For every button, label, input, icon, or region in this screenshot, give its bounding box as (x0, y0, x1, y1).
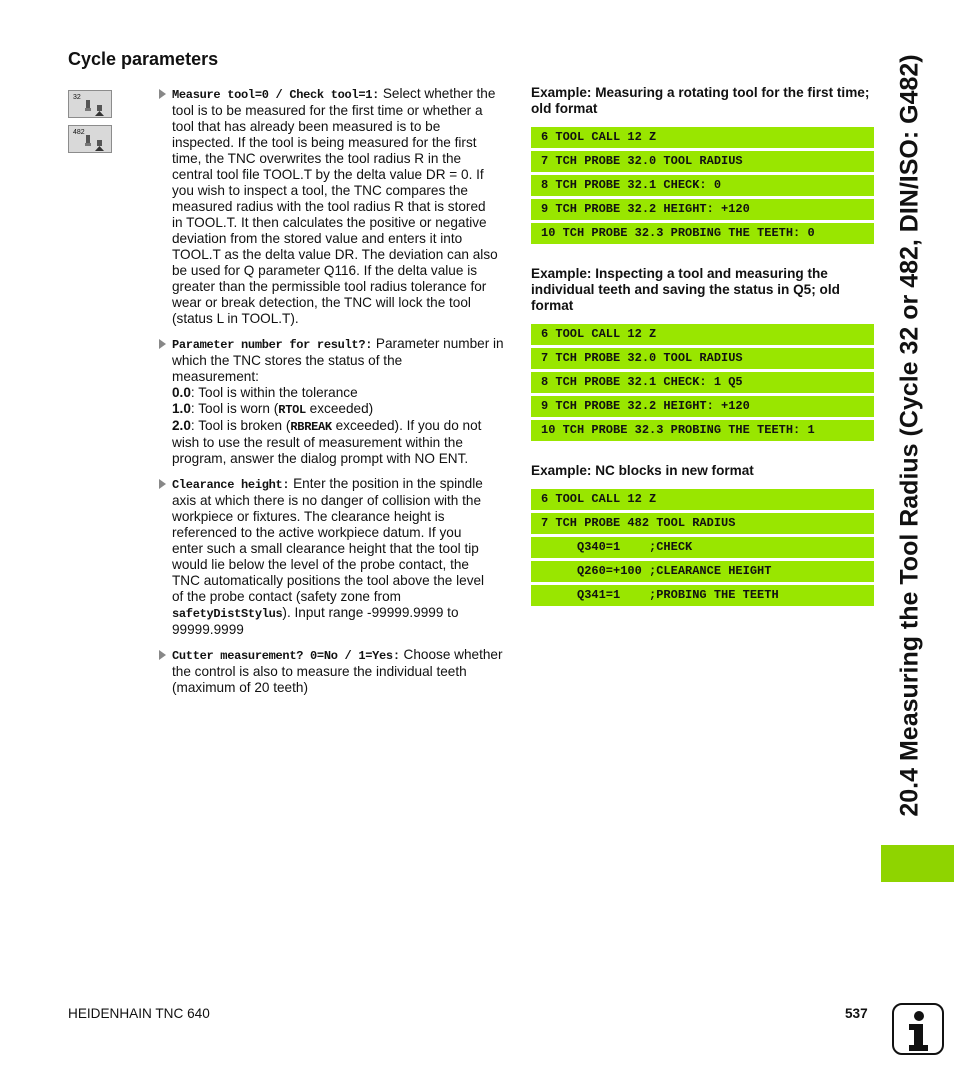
code-line: 6 TOOL CALL 12 Z (531, 324, 874, 345)
page-number: 537 (845, 1006, 868, 1021)
example-title: Example: Inspecting a tool and measuring the individual teeth and saving the status in Q5; old format (531, 266, 840, 313)
bullet-arrow-icon (159, 89, 166, 99)
examples-column (531, 85, 874, 628)
param-text: Enter the position in the spindle (289, 476, 483, 491)
param-text: the control is also to measure the individual teeth (172, 664, 467, 679)
param-text: (maximum of 20 teeth) (172, 680, 308, 695)
param-text: workpiece or fixtures. The clearance height is (172, 509, 445, 524)
param-text: exceeded) (305, 401, 374, 416)
code-line: 6 TOOL CALL 12 Z (531, 489, 874, 510)
param-text: enter such a small clearance height that the tool tip (172, 541, 479, 556)
code-line: Q341=1 ;PROBING THE TEETH (531, 585, 874, 606)
param-measure-check (159, 86, 511, 327)
example-title: Example: NC blocks in new format (531, 463, 754, 478)
param-text: TNC automatically positions the tool above the level (172, 573, 485, 588)
param-text: TOOL.T as the delta value DR. The deviation can also (172, 247, 498, 262)
param-text: measurement: (172, 369, 259, 384)
code-line: 7 TCH PROBE 32.0 TOOL RADIUS (531, 151, 874, 172)
param-name: Cutter measurement? 0=No / 1=Yes: (172, 649, 400, 663)
param-text: exceeded). If you do not (331, 418, 482, 433)
code-line: 7 TCH PROBE 482 TOOL RADIUS (531, 513, 874, 534)
code-line: Q260=+100 ;CLEARANCE HEIGHT (531, 561, 874, 582)
param-text: deviation from the stored value and enters it into (172, 231, 463, 246)
bullet-arrow-icon (159, 650, 166, 660)
param-text: time, the TNC overwrites the tool radius R in the (172, 151, 462, 166)
code-line: 8 TCH PROBE 32.1 CHECK: 1 Q5 (531, 372, 874, 393)
chapter-title-vertical (875, 40, 945, 830)
param-text: 99999.9999 (172, 622, 244, 637)
param-text: measured radius with the tool radius R that is stored (172, 199, 486, 214)
param-text: tool is to be measured for the first time or whether a (172, 103, 483, 118)
softkey-cycle-482[interactable] (68, 125, 112, 153)
example-old-format-measure (531, 85, 874, 244)
param-clearance-height (159, 476, 511, 638)
code-line: 9 TCH PROBE 32.2 HEIGHT: +120 (531, 396, 874, 417)
info-icon (892, 1003, 944, 1055)
param-text: : Tool is within the tolerance (190, 385, 358, 400)
param-text: be used for Q parameter Q116. If the delta value is (172, 263, 478, 278)
param-text: program, answer the dialog prompt with NO ENT. (172, 451, 469, 466)
softkey-label: 32 (73, 94, 81, 101)
code-line: 10 TCH PROBE 32.3 PROBING THE TEETH: 0 (531, 223, 874, 244)
param-text: tool that has already been measured is to be (172, 119, 441, 134)
param-text: Select whether the (379, 86, 496, 101)
bullet-arrow-icon (159, 339, 166, 349)
parameter-list (159, 86, 511, 705)
param-text: : Tool is broken ( (190, 418, 291, 433)
param-name: Clearance height: (172, 478, 290, 492)
section-heading: Cycle parameters (68, 49, 219, 69)
param-text: greater than the permissible tool radius tolerance for (172, 279, 487, 294)
param-text: referenced to the active workpiece datum. If you (172, 525, 462, 540)
code-term: safetyDistStylus (172, 607, 283, 621)
code-line: 8 TCH PROBE 32.1 CHECK: 0 (531, 175, 874, 196)
chapter-tab (881, 845, 954, 882)
param-text: wish to use the result of measurement within the (172, 435, 463, 450)
param-name: Measure tool=0 / Check tool=1: (172, 88, 380, 102)
param-text: Choose whether (399, 647, 503, 662)
param-name: Parameter number for result?: (172, 338, 373, 352)
param-text: of the probe contact (safety zone from (172, 589, 401, 604)
param-result-number (159, 336, 511, 467)
example-new-format (531, 463, 874, 606)
code-line: 7 TCH PROBE 32.0 TOOL RADIUS (531, 348, 874, 369)
param-text: : Tool is worn ( (190, 401, 279, 416)
param-cutter-measurement (159, 647, 511, 696)
example-old-format-inspect (531, 266, 874, 441)
status-value: 1.0 (172, 401, 191, 416)
softkey-cycle-32[interactable] (68, 90, 112, 118)
param-text: axis at which there is no danger of collision with the (172, 493, 482, 508)
param-text: (status L in TOOL.T). (172, 311, 299, 326)
chapter-title-text: 20.4 Measuring the Tool Radius (Cycle 32 or 482, DIN/ISO: G482) (895, 53, 924, 817)
code-line: 9 TCH PROBE 32.2 HEIGHT: +120 (531, 199, 874, 220)
param-text: in TOOL.T. It then calculates the positive or negative (172, 215, 487, 230)
code-line: 6 TOOL CALL 12 Z (531, 127, 874, 148)
code-term: RTOL (278, 403, 306, 417)
status-value: 0.0 (172, 385, 191, 400)
example-title: Example: Measuring a rotating tool for the first time; old format (531, 85, 870, 116)
footer-product: HEIDENHAIN TNC 640 (68, 1006, 210, 1021)
param-text: would lie below the level of the probe contact, the (172, 557, 469, 572)
tool-radius-probe-icon (83, 100, 107, 116)
code-line: 10 TCH PROBE 32.3 PROBING THE TEETH: 1 (531, 420, 874, 441)
softkey-label: 482 (73, 129, 85, 136)
param-text: ). Input range -99999.9999 to (282, 605, 459, 620)
param-text: Parameter number in (372, 336, 504, 351)
bullet-arrow-icon (159, 479, 166, 489)
tool-radius-probe-icon (83, 135, 107, 151)
code-term: RBREAK (290, 420, 332, 434)
param-text: which the TNC stores the status of the (172, 353, 403, 368)
param-text: central tool file TOOL.T by the delta value DR = 0. If (172, 167, 484, 182)
status-value: 2.0 (172, 418, 191, 433)
param-text: wear or break detection, the TNC will lock the tool (172, 295, 471, 310)
code-line: Q340=1 ;CHECK (531, 537, 874, 558)
param-text: inspected. If the tool is being measured for the first (172, 135, 477, 150)
param-text: you wish to inspect a tool, the TNC compares the (172, 183, 468, 198)
